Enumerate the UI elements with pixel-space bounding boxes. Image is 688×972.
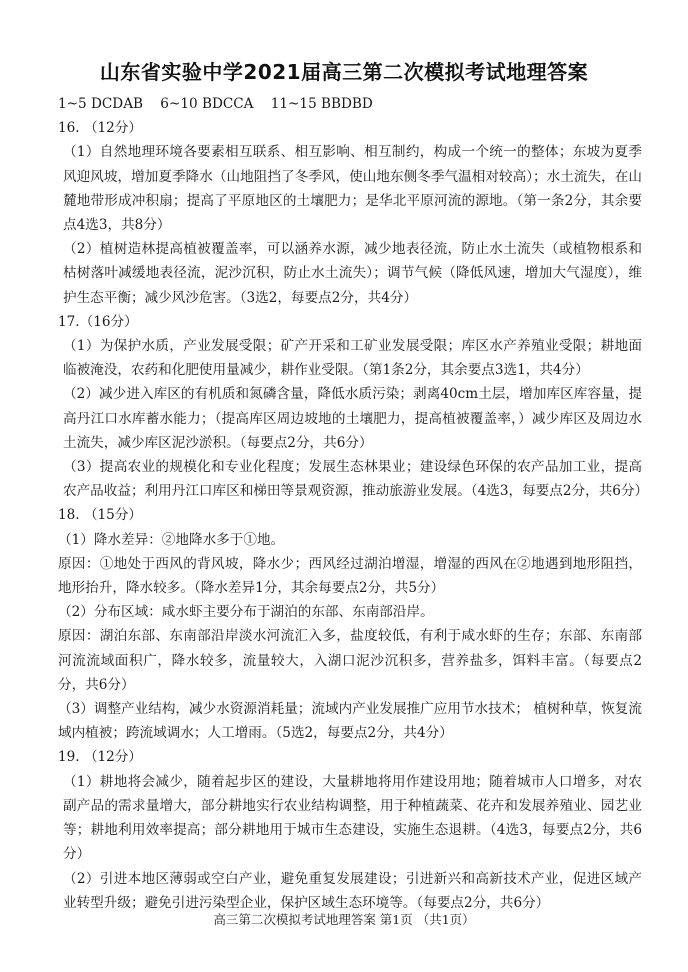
q17-header: 17.（16分） [58,313,138,330]
q16-part1: （1）自然地理环境各要素相互联系、相互影响、相互制约，构成一个统一的整体；东坡为夏季风迎风坡，增加夏季降水（山地阻挡了冬季风，使山地东侧冬季气温相对较高）；水土流失，在山麓地带形成冲积扇；提高了平原地区的土壤肥力；是华北平原河流的源地。（第一条2分，其余要点4选3，共8分） [63,144,642,234]
q16-header: 16. （12分） [58,120,143,137]
q18-part2: （2）分布区域：咸水虾主要分布于湖泊的东部、东南部沿岸。 [58,604,434,621]
q17-part3: （3）提高农业的规模化和专业化程度；发展生态林果业；建设绿色环保的农产品加工业，提高农产品收益；利用丹江口库区和梯田等景观资源，推动旅游业发展。（4选3，每要点2分，共6分） [63,459,649,500]
q18-header: 18. （15分） [58,507,143,524]
page-footer: 高三第二次模拟考试地理答案 第1页 （共1页） [213,912,475,927]
q19-part1: （1）耕地将会减少，随着起步区的建设，大量耕地将用作建设用地；随着城市人口增多，对农副产品的需求量增大，部分耕地实行农业结构调整，用于种植蔬菜、花卉和发展养殖业、园艺业等；耕地利用效率提高；部分耕地用于城市生态建设，实施生态退耕。（4选3，每要点2分，共6分） [63,773,642,863]
q18-part1-reason: 原因：①地处于西风的背风坡，降水少；西风经过湖泊增湿，增湿的西风在②地遇到地形阻挡，地形抬升，降水较多。（降水差异1分，其余每要点2分，共5分） [58,555,642,597]
page-title: 山东省实验中学2021届高三第二次模拟考试地理答案 [99,60,589,84]
q17-part1: （1）为保护水质，产业发展受限；矿产开采和工矿业发展受限；库区水产养殖业受限；耕地面临被淹没，农药和化肥使用量减少，耕作业受限。（第1条2分，其余要点3选1，共4分） [63,338,642,379]
q18-part3: （3）调整产业结构，减少水资源消耗量；流域内产业发展推广应用节水技术； 植树种草，恢复流域内植被；跨流域调水；人工增雨。（5选2，每要点2分，共4分） [58,701,642,742]
q19-header: 19. （12分） [58,749,143,766]
q18-part2-reason: 原因：湖泊东部、东南部沿岸淡水河流汇入多，盐度较低，有利于咸水虾的生存；东部、东南部河流流域面积广，降水较多，流量较大，入湖口泥沙沉积多，营养盐多，饵料丰富。（每要点2分，共6分） [58,628,642,693]
q16-part2: （2）植树造林提高植被覆盖率，可以涵养水源，减少地表径流，防止水土流失（或植物根系和枯树落叶减缓地表径流，泥沙沉积，防止水土流失）；调节气候（降低风速，增加大气湿度），维护生态平衡；减少风沙危害。（3选2，每要点2分，共4分） [63,241,642,306]
q19-part2: （2）引进本地区薄弱或空白产业，避免重复发展建设；引进新兴和高新技术产业，促进区域产业转型升级；避免引进污染型企业，保护区域生态环境等。（每要点2分，共6分） [63,870,642,911]
q17-part2: （2）减少进入库区的有机质和氮磷含量，降低水质污染；剥离40cm土层，增加库区库容量，提高丹江口水库蓄水能力；（提高库区周边坡地的土壤肥力，提高植被覆盖率，）减少库区及周边水土流失，减少库区泥沙淤积。（每要点2分，共6分） [63,386,642,451]
answer-content [58,92,649,915]
q18-part1: （1）降水差异：②地降水多于①地。 [58,531,285,548]
choice-answers: 1~5 DCDAB 6~10 BDCCA 11~15 BBDBD [58,96,373,112]
